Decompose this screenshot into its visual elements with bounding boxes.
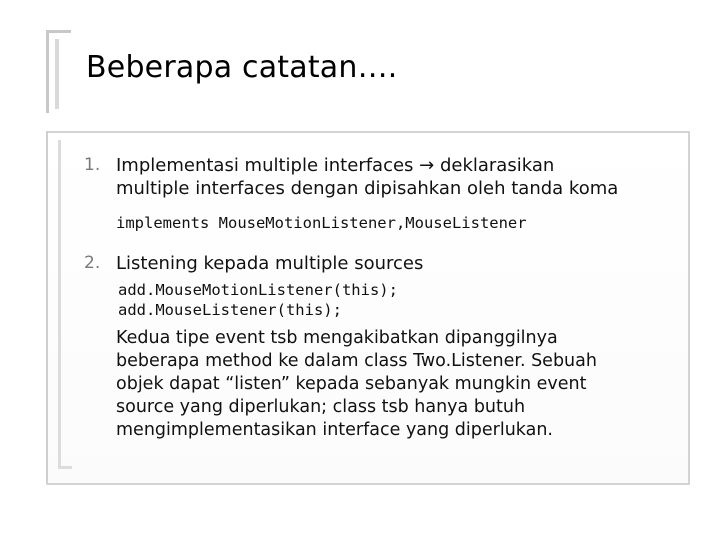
item-2-paragraph	[116, 327, 676, 442]
item-2-code-line-2: add.MouseListener(this);	[118, 301, 342, 319]
item-1-text	[116, 154, 618, 200]
title-bracket-inner-decoration	[55, 39, 73, 109]
slide-title: Beberapa catatan….	[86, 50, 398, 85]
panel-bracket-foot	[58, 466, 72, 469]
item-2-line-1: Listening kepada multiple sources	[116, 253, 424, 274]
item-2-text	[116, 252, 423, 275]
paragraph-line-5: mengimplementasikan interface yang diperlukan.	[116, 420, 553, 440]
panel-bracket-decoration	[58, 140, 75, 468]
paragraph-line-3: objek dapat “listen” kepada sebanyak mungkin event	[116, 374, 587, 394]
item-2-code-line-1: add.MouseMotionListener(this);	[118, 281, 398, 299]
item-2-number: 2.	[84, 253, 101, 273]
paragraph-line-2: beberapa method ke dalam class Two.Listener. Sebuah	[116, 351, 597, 371]
item-1-line-2: multiple interfaces dengan dipisahkan oleh tanda koma	[116, 178, 619, 199]
paragraph-line-1: Kedua tipe event tsb mengakibatkan dipanggilnya	[116, 328, 558, 348]
paragraph-line-4: source yang diperlukan; class tsb hanya butuh	[116, 397, 526, 417]
item-1-line-1: Implementasi multiple interfaces → deklarasikan	[116, 155, 555, 176]
item-1-number: 1.	[84, 155, 101, 175]
panel-left-border	[46, 131, 48, 483]
item-1-code: implements MouseMotionListener,MouseListener	[116, 214, 527, 232]
